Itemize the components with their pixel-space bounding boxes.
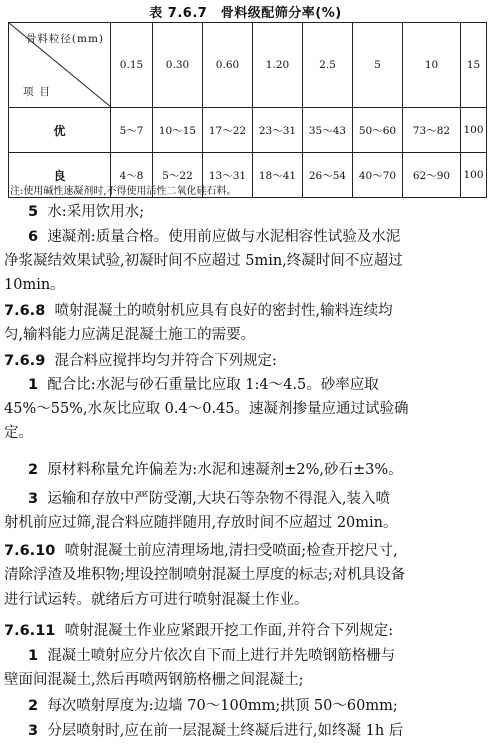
- table-cell: 100: [461, 108, 487, 153]
- section-number: 7.6.9: [4, 353, 46, 369]
- table-cell: 40～70: [353, 153, 403, 198]
- line-text: 净浆凝结效果试验,初凝时间不应超过 5min,终凝时间不应超过: [4, 253, 403, 269]
- table-cell: 100: [461, 153, 487, 198]
- column-header: 1.20: [253, 23, 303, 108]
- line-text: 速凝剂:质量合格。使用前应做与水泥相容性试验及水泥: [47, 229, 401, 245]
- section-number: 7.6.11: [4, 623, 56, 639]
- section-number: 7.6.10: [4, 543, 56, 559]
- item-number: 3: [28, 723, 39, 739]
- body-line: [2, 488, 491, 512]
- row-label: 优: [9, 108, 111, 153]
- table-title: 表 7.6.7 骨料级配筛分率(%): [149, 6, 342, 21]
- body-line: [2, 300, 490, 324]
- table-cell: 23～31: [253, 108, 303, 153]
- body-line: [2, 669, 490, 693]
- table-cell: 26～54: [303, 153, 353, 198]
- column-header: 10: [403, 23, 461, 108]
- body-line: [2, 459, 491, 483]
- column-header: 0.60: [203, 23, 253, 108]
- line-text: 混凝土喷射应分片依次自下而上进行并先喷钢筋格栅与: [47, 648, 396, 664]
- body-line: [2, 589, 490, 613]
- column-header: 0.15: [111, 23, 153, 108]
- gradation-table: [8, 22, 487, 198]
- table-cell: 13～31: [203, 153, 253, 198]
- line-text: 10min。: [4, 277, 65, 293]
- line-text: 壁面间混凝土,然后再喷两钢筋格栅之间混凝土;: [4, 672, 304, 688]
- item-number: 1: [28, 377, 39, 393]
- body-line: [2, 645, 491, 669]
- table-note: 注:使用碱性速凝剂时,不得使用活性二氧化硅石料。: [10, 186, 237, 197]
- item-number: 5: [28, 204, 39, 220]
- table-cell: 5～22: [153, 153, 203, 198]
- line-text: 分层喷射时,应在前一层混凝土终凝后进行,如终凝 1h 后: [47, 723, 404, 739]
- table-corner-cell: [9, 23, 111, 108]
- item-number: 2: [28, 698, 39, 714]
- line-text: 水:采用饮用水;: [47, 204, 145, 220]
- section-number: 7.6.8: [4, 303, 46, 319]
- body-line: [2, 201, 491, 225]
- table-cell: 10～15: [153, 108, 203, 153]
- item-number: 2: [28, 462, 39, 478]
- body-line: [2, 398, 490, 422]
- column-header: 2.5: [303, 23, 353, 108]
- line-text: 喷射混凝土前应清理场地,清扫受喷面;检查开挖尺寸,: [64, 543, 398, 559]
- body-line: [2, 374, 491, 398]
- line-text: 喷射混凝土的喷射机应具有良好的密封性,输料连续均: [54, 303, 393, 319]
- body-line: [2, 226, 491, 250]
- column-header: 15: [461, 23, 487, 108]
- table-cell: 73～82: [403, 108, 461, 153]
- line-text: 匀,输料能力应满足混凝土施工的需要。: [4, 327, 256, 343]
- line-text: 配合比:水泥与砂石重量比应取 1:4～4.5。砂率应取: [47, 377, 379, 393]
- row-label: 良: [9, 153, 111, 198]
- body-line: [2, 324, 490, 348]
- table-cell: 17～22: [203, 108, 253, 153]
- body-line: [2, 695, 491, 719]
- body-line: [2, 274, 490, 298]
- table-header-row: [9, 23, 487, 108]
- corner-label-item: 项目: [23, 86, 56, 98]
- line-text: 运输和存放中严防受潮,大块石等杂物不得混入,装入喷: [47, 491, 391, 507]
- line-text: 进行试运转。就绪后方可进行喷射混凝土作业。: [4, 592, 309, 608]
- line-text: 射机前应过筛,混合料应随拌随用,存放时间不应超过 20min。: [4, 515, 398, 531]
- body-line: [2, 250, 490, 274]
- item-number: 6: [28, 229, 39, 245]
- line-text: 清除浮渣及堆积物;埋设控制喷射混凝土厚度的标志;对机具设备: [4, 567, 406, 583]
- line-text: 喷射混凝土作业应紧跟开挖工作面,并符合下列规定:: [64, 623, 394, 639]
- table-cell: 62～90: [403, 153, 461, 198]
- line-text: 每次喷射厚度为:边墙 70～100mm;拱顶 50～60mm;: [47, 698, 398, 714]
- body-line: [2, 540, 490, 564]
- body-line: [2, 564, 490, 588]
- body-line: [2, 422, 490, 446]
- table-row: [9, 108, 487, 153]
- line-text: 原材料称量允许偏差为:水泥和速凝剂±2%,砂石±3%。: [47, 462, 403, 478]
- line-text: 混合料应搅拌均匀并符合下列规定:: [54, 353, 277, 369]
- body-line: [2, 620, 490, 644]
- column-header: 0.30: [153, 23, 203, 108]
- table-cell: 18～41: [253, 153, 303, 198]
- item-number: 3: [28, 491, 39, 507]
- line-text: 45%～55%,水灰比应取 0.4～0.45。速凝剂掺量应通过试验确: [4, 401, 409, 417]
- body-line: [2, 720, 491, 744]
- body-line: [2, 350, 490, 374]
- item-number: 1: [28, 648, 39, 664]
- table-cell: 35～43: [303, 108, 353, 153]
- line-text: 定。: [4, 425, 33, 441]
- table-cell: 5～7: [111, 108, 153, 153]
- table-cell: 4～8: [111, 153, 153, 198]
- body-line: [2, 512, 490, 536]
- column-header: 5: [353, 23, 403, 108]
- corner-label-particle-size: 骨料粒径(mm): [25, 33, 104, 45]
- table-cell: 50～60: [353, 108, 403, 153]
